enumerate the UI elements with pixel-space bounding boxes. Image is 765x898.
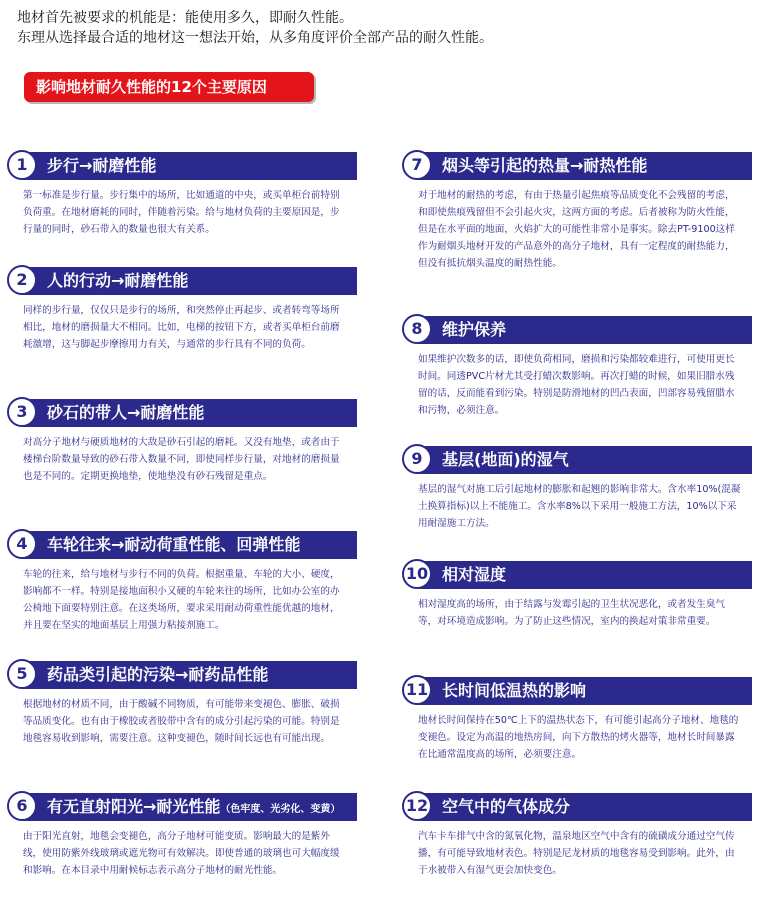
factor-1	[7, 151, 357, 238]
factor-description: 根据地材的材质不同，由于酸碱不同物质，有可能带来变褪色、膨胀、破损等品质变化。也有由于橡胶或者胶带中含有的成分引起污染的可能。特别是地毯容易收到影响，需要注意。这种变褪色，随时间长远也有可能出现。	[23, 699, 340, 744]
factor-number: 5	[7, 659, 37, 689]
factor-title-bar	[418, 677, 752, 705]
factor-number: 9	[402, 444, 432, 474]
factor-title-bar	[418, 793, 752, 821]
factor-title-bar	[418, 152, 752, 180]
factor-title: 烟头等引起的热量→耐热性能	[442, 156, 648, 175]
factor-description: 对于地材的耐热的考虑，有由于热量引起焦痕等品质变化不会残留的考虑，和即使焦痕残留但不会引起火灾，这两方面的考虑。后者被称为防火性能，但是在水平面的地面，火焰扩大的可能性非常小是事实。除去PT-9100这样作为耐烟头地材开发的产品意外的高分子地材，具有一定程度的耐热能力，但没有抵抗烟头温度的耐热性能。	[418, 190, 735, 269]
factor-title: 砂石的带人→耐磨性能	[47, 403, 205, 422]
factor-title-bar	[23, 267, 357, 295]
factor-title-bar	[418, 561, 752, 589]
factor-description: 如果维护次数多的话，即使负荷相同，磨损和污染都较难进行，可使用更长时间。同透PVC片材尤其受打蜡次数影响。再次打蜡的时候，如果旧腊水残留的话，反而能看到污染。特别是防滑地材的凹凸表面，凹部容易残留腊水和污物，必须注意。	[418, 354, 735, 416]
factor-11	[402, 676, 752, 763]
factor-title-bar	[418, 316, 752, 344]
factor-description: 由于阳光直射，地毯会变褪色，高分子地材可能变质。影响最大的是紫外线，使用防紫外线玻璃或遮光物可有效解决。即使普通的玻璃也可大幅度缓和影响。在本目录中用耐候标志表示高分子地材的耐光性能。	[23, 831, 340, 876]
factor-title: 基层(地面)的湿气	[442, 450, 569, 469]
factor-number: 7	[402, 150, 432, 180]
factor-10	[402, 560, 752, 630]
factor-description: 地材长时间保持在50℃上下的温热状态下，有可能引起高分子地材、地毯的变褪色。设定为高温的地热房间，向下方散热的烤火器等，地材长时间暴露在比通常温度高的场所，必须要注意。	[418, 715, 739, 760]
factor-title: 步行→耐磨性能	[47, 156, 157, 175]
intro-line-2: 东理从选择最合适的地材这一想法开始，从多角度评价全部产品的耐久性能。	[17, 30, 493, 46]
factor-5	[7, 660, 357, 747]
factor-number: 8	[402, 314, 432, 344]
intro-line-1: 地材首先被要求的机能是：能使用多久，即耐久性能。	[17, 10, 353, 26]
factor-3	[7, 398, 357, 485]
intro-text	[17, 8, 493, 48]
factor-12	[402, 792, 752, 879]
factor-description: 第一标准是步行量。步行集中的场所，比如通道的中央，或买单柜台前特别负荷重。在地材磨耗的同时，伴随着污染。给与地材负荷的主要原因是，步行量的同时，砂石带入的数量也很大有关系。	[23, 190, 340, 235]
factor-description: 基层的湿气对施工后引起地材的膨胀和起翘的影响非常大。含水率10%(混凝土换算指标)以上不能施工。含水率8%以下采用一般施工方法，10%以下采用耐湿施工方法。	[418, 484, 741, 529]
factor-title-bar	[23, 399, 357, 427]
factor-number: 1	[7, 150, 37, 180]
section-banner: 影响地材耐久性能的12个主要原因	[24, 72, 314, 102]
factor-description: 同样的步行量，仅仅只是步行的场所，和突然停止再起步、或者转弯等场所相比，地材的磨损量大不相同。比如，电梯的按钮下方，或者买单柜台前磨耗激增，这与脚起步摩擦用力有关，与通常的步行具有不同的负荷。	[23, 305, 340, 350]
factor-title-bar	[23, 531, 357, 559]
factor-title: 空气中的气体成分	[442, 797, 571, 816]
factor-title: 人的行动→耐磨性能	[47, 271, 189, 290]
factor-subtitle: （色牢度、光劣化、变黄）	[220, 804, 341, 815]
factor-4	[7, 530, 357, 634]
factor-number: 4	[7, 529, 37, 559]
factor-number: 10	[402, 559, 432, 589]
factor-title: 长时间低温热的影响	[442, 681, 587, 700]
factor-description: 汽车卡车排气中含的氮氧化物，温泉地区空气中含有的硫磺成分通过空气传播，有可能导致地材表色。特别是尼龙材质的地毯容易受到影响。此外，由于水被带入有湿气更会加快变色。	[418, 831, 735, 876]
factor-8	[402, 315, 752, 419]
factor-number: 2	[7, 265, 37, 295]
factor-2	[7, 266, 357, 353]
factor-title-bar	[23, 152, 357, 180]
factor-description: 车轮的往来，给与地材与步行不同的负荷。根据重量、车轮的大小、硬度，影响都不一样。特别是接地面积小又硬的车轮来往的场所，比如办公室的办公椅地下面要特别注意。在这类场所，要求采用耐动荷重性能优越的地材，并且要在坚实的地面基层上用强力粘接剂施工。	[23, 569, 340, 631]
factor-title-bar	[23, 661, 357, 689]
factor-title: 相对湿度	[442, 565, 507, 584]
factor-title: 维护保养	[442, 320, 507, 339]
factor-description: 对高分子地材与硬质地材的大敌是砂石引起的磨耗。又没有地垫，或者由于楼梯台阶数量导致的砂石带入数量不同，即使同样步行量，对地材的磨损量也是不同的。定期更换地垫，使地垫没有砂石残留是重点。	[23, 437, 340, 482]
factor-title: 有无直射阳光→耐光性能	[47, 797, 221, 816]
factor-title-bar	[23, 793, 357, 821]
factor-number: 6	[7, 791, 37, 821]
factor-number: 11	[402, 675, 432, 705]
factor-title: 车轮往来→耐动荷重性能、回弹性能	[47, 535, 301, 554]
factor-number: 12	[402, 791, 432, 821]
factor-9	[402, 445, 752, 532]
factor-description: 相对湿度高的场所，由于结露与发霉引起的卫生状况恶化，或者发生臭气等，对环境造成影响。为了防止这些情况，室内的换起对策非常重要。	[418, 599, 725, 627]
factor-6	[7, 792, 357, 879]
factor-7	[402, 151, 752, 272]
factor-title-bar	[418, 446, 752, 474]
factor-number: 3	[7, 397, 37, 427]
factor-title: 药品类引起的污染→耐药品性能	[47, 665, 269, 684]
